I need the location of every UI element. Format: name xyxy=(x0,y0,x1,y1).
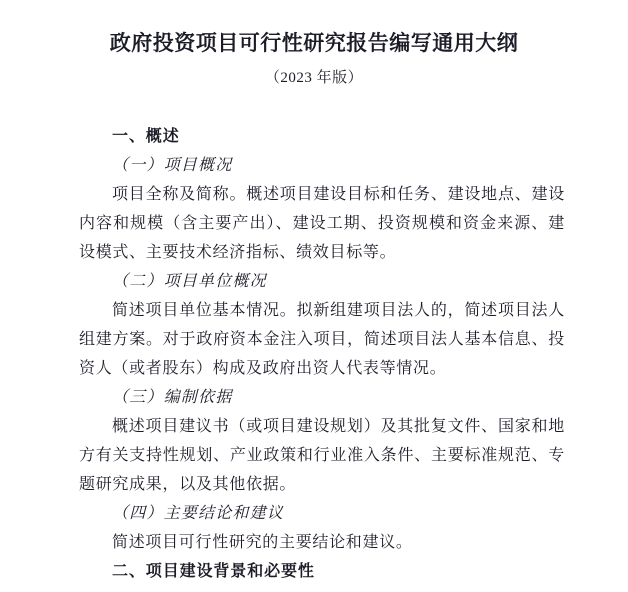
subsection-heading: （四）主要结论和建议 xyxy=(112,505,285,522)
subsection-heading: （三）编制依据 xyxy=(112,389,233,406)
document-title: 政府投资项目可行性研究报告编写通用大纲 xyxy=(109,31,519,55)
paragraph: 简述项目单位基本情况。拟新组建项目法人的，简述项目法人组建方案。对于政府资本金注入项目，简述项目法人基本信息、投资人（或者股东）构成及政府出资人代表等情况。 xyxy=(79,302,565,377)
section-heading: 一、概述 xyxy=(112,128,180,145)
subsection-heading: （二）项目单位概况 xyxy=(112,273,267,290)
section-heading: 二、项目建设背景和必要性 xyxy=(112,563,315,580)
paragraph: 概述项目建议书（或项目建设规划）及其批复文件、国家和地方有关支持性规划、产业政策和行业准入条件、主要标准规范、专题研究成果，以及其他依据。 xyxy=(79,418,565,493)
document-body xyxy=(79,122,565,586)
paragraph: 简述项目可行性研究的主要结论和建议。 xyxy=(112,534,413,551)
document-subtitle: （2023 年版） xyxy=(264,70,364,86)
paragraph: 项目全称及简称。概述项目建设目标和任务、建设地点、建设内容和规模（含主要产出）、建设工期、投资规模和资金来源、建设模式、主要技术经济指标、绩效目标等。 xyxy=(79,186,565,261)
subsection-heading: （一）项目概况 xyxy=(112,157,233,174)
